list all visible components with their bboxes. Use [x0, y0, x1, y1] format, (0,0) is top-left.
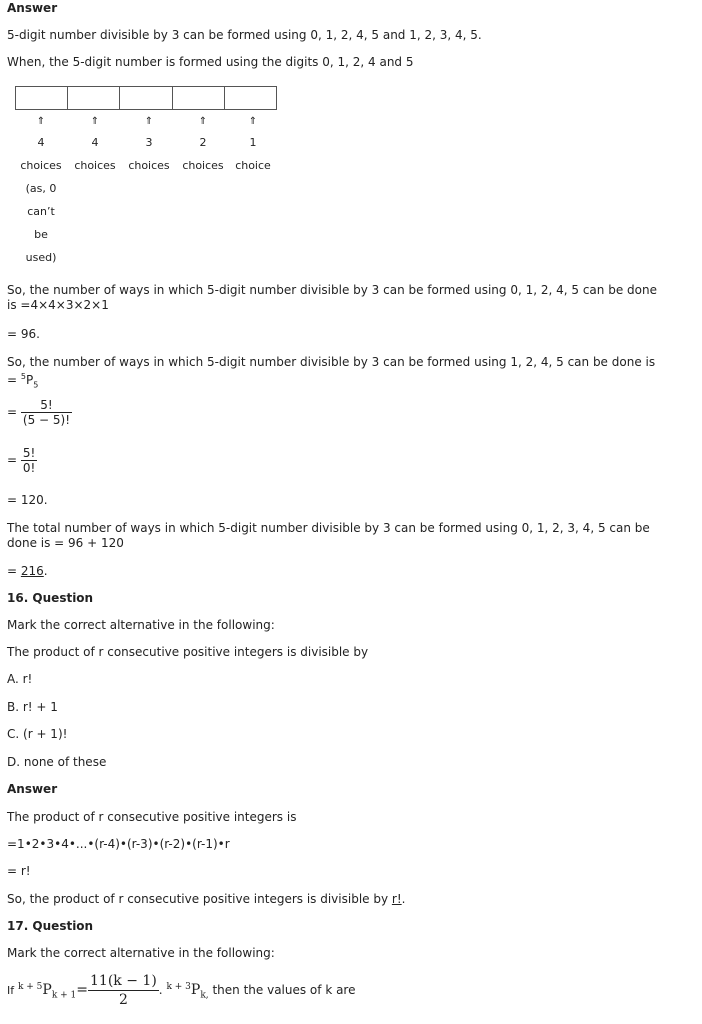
choice-label: choice — [235, 159, 271, 172]
up-arrow-icon: ⇑ — [248, 116, 258, 127]
choice-count: 1 — [249, 136, 257, 149]
question-16-instruction: Mark the correct alternative in the following: — [7, 618, 275, 632]
paragraph-3b: done is = 96 + 120 — [7, 536, 124, 550]
result-120: = 120. — [7, 493, 48, 507]
choice-note: be — [34, 228, 48, 241]
question-17-instruction: Mark the correct alternative in the following: — [7, 946, 275, 960]
option-d: D. none of these — [7, 755, 107, 769]
option-b: B. r! + 1 — [7, 700, 58, 714]
question-16-heading: 16. Question — [7, 591, 94, 605]
final-result: = 216. — [7, 564, 48, 578]
choice-count: 4 — [91, 136, 99, 149]
fraction-step-1: = $\frac{5!}{(5 - 5)!}$ — [7, 398, 71, 427]
choice-note: (as, 0 — [25, 182, 57, 195]
up-arrow-icon: ⇑ — [36, 116, 46, 127]
question-17-equation: If $^{k + 5}P_{k + 1}=$ $\frac{11(k - 1)}{2}$ . $^{k + 3}P_{k,}$ then the values of k are — [7, 973, 356, 1008]
choice-count: 3 — [145, 136, 153, 149]
answer-16-line-3: = r! — [7, 864, 31, 878]
answer-line-2: When, the 5-digit number is formed using the digits 0, 1, 2, 4 and 5 — [7, 55, 414, 69]
choice-count: 2 — [199, 136, 207, 149]
choice-note: used) — [25, 251, 57, 264]
choice-label: choices — [182, 159, 224, 172]
answer-16-line-1: The product of r consecutive positive integers is — [7, 810, 297, 824]
digit-box — [16, 87, 68, 109]
digit-box — [68, 87, 120, 109]
paragraph-1b: is =4×4×3×2×1 — [7, 298, 109, 312]
answer-16-heading: Answer — [7, 782, 58, 796]
choice-label: choices — [128, 159, 170, 172]
choice-note: can’t — [27, 205, 55, 218]
choice-label: choices — [20, 159, 62, 172]
option-c: C. (r + 1)! — [7, 727, 68, 741]
paragraph-1a: So, the number of ways in which 5-digit number divisible by 3 can be formed using 0, 1, 2, 4, 5 can be done — [7, 283, 657, 297]
answer-heading: Answer — [7, 1, 58, 15]
digit-boxes — [15, 86, 277, 110]
answer-16-line-4: So, the product of r consecutive positive integers is divisible by r!. — [7, 892, 406, 906]
paragraph-2a: So, the number of ways in which 5-digit number divisible by 3 can be formed using 1, 2, 4, 5 can be done is — [7, 355, 656, 369]
question-17-heading: 17. Question — [7, 919, 94, 933]
result-96: = 96. — [7, 327, 40, 341]
up-arrow-icon: ⇑ — [198, 116, 208, 127]
up-arrow-icon: ⇑ — [90, 116, 100, 127]
paragraph-2b: = $^5P_5$ — [7, 372, 39, 390]
choice-label: choices — [74, 159, 116, 172]
product-expression: =4×4×3×2×1 — [20, 298, 109, 312]
digit-box — [173, 87, 225, 109]
fraction-step-2: = $\frac{5!}{0!}$ — [7, 446, 36, 475]
up-arrow-icon: ⇑ — [144, 116, 154, 127]
paragraph-3a: The total number of ways in which 5-digit number divisible by 3 can be formed using 0, 1, 2, 3, 4, 5 can be — [7, 521, 650, 535]
digit-box — [225, 87, 276, 109]
question-16-stem: The product of r consecutive positive integers is divisible by — [7, 645, 369, 659]
option-a: A. r! — [7, 672, 33, 686]
digit-box — [120, 87, 172, 109]
answer-16-line-2: =1•2•3•4•...•(r-4)•(r-3)•(r-2)•(r-1)•r — [7, 837, 230, 851]
choice-count: 4 — [37, 136, 45, 149]
answer-line-1: 5-digit number divisible by 3 can be formed using 0, 1, 2, 4, 5 and 1, 2, 3, 4, 5. — [7, 28, 482, 42]
